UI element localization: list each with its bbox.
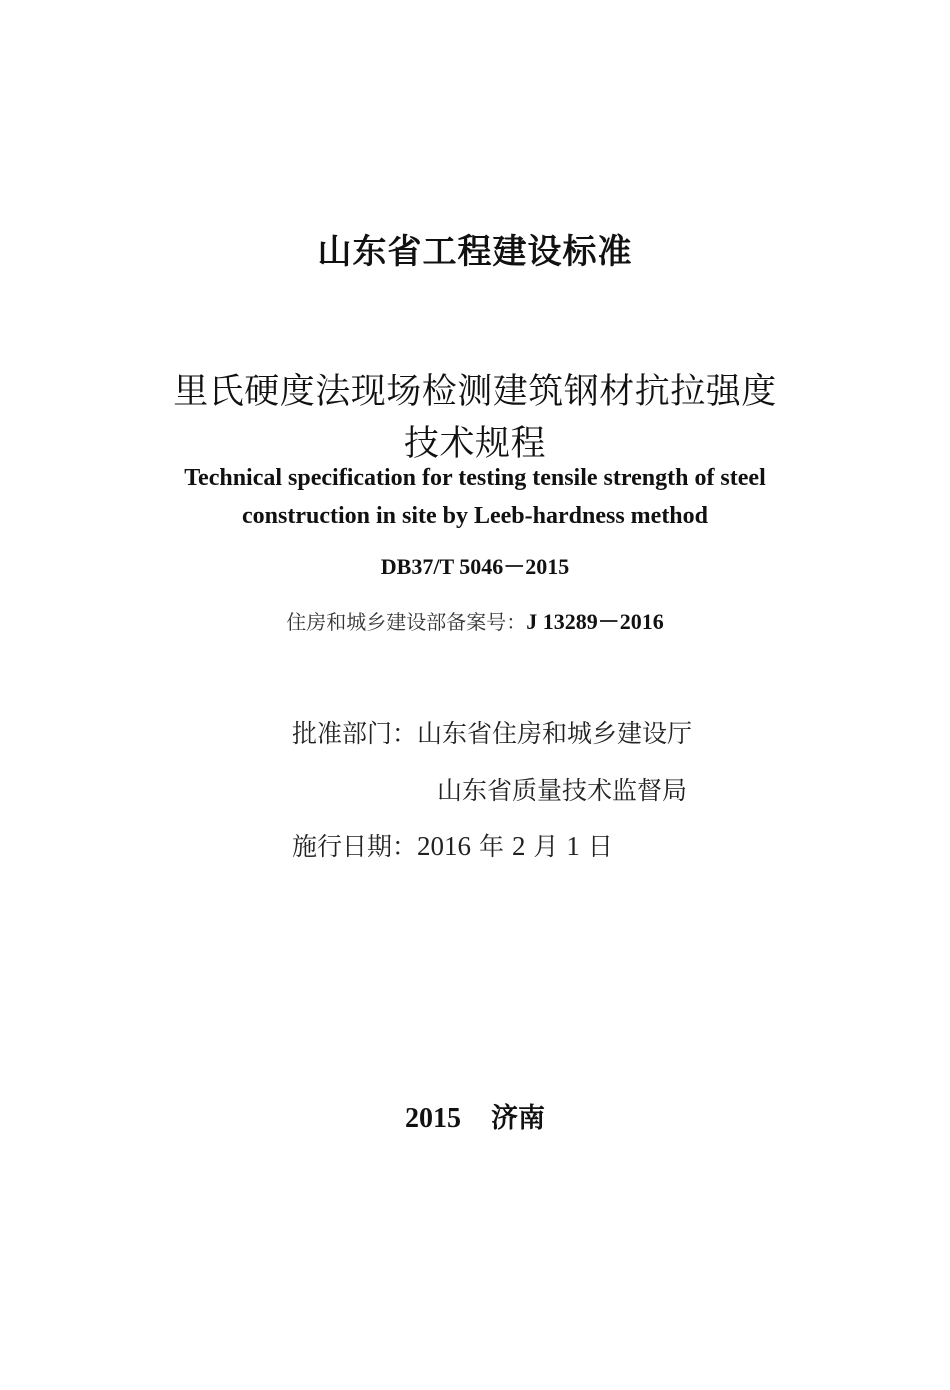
- effective-year-unit: 年: [478, 832, 504, 861]
- publication-footer: [0, 1096, 950, 1135]
- effective-day-unit: 日: [587, 832, 613, 861]
- effective-year: 2016: [417, 831, 472, 861]
- approval-row-2: [437, 771, 687, 807]
- effective-month-unit: 月: [533, 832, 559, 861]
- approval-dept-1: 山东省住房和城乡建设厅: [417, 719, 693, 748]
- publication-city: 济南: [491, 1103, 545, 1134]
- series-title: 山东省工程建设标准: [317, 232, 633, 272]
- filing-label: 住房和城乡建设部备案号：: [286, 610, 527, 634]
- english-title-line-1: Technical specification for testing tensile strength of steel: [184, 465, 766, 491]
- english-title-line-2: construction in site by Leeb-hardness method: [241, 503, 709, 529]
- approval-row: [292, 714, 692, 750]
- effective-date-row: [292, 827, 613, 863]
- effective-day: 1: [566, 831, 580, 861]
- effective-month: 2: [511, 831, 526, 861]
- approval-dept-2: 山东省质量技术监督局: [437, 776, 688, 805]
- approval-label: 批准部门：: [292, 719, 418, 748]
- effective-label: 施行日期：: [292, 832, 418, 861]
- filing-record: [0, 605, 950, 636]
- publication-year: 2015: [405, 1103, 461, 1134]
- filing-number: J 13289－2016: [526, 609, 664, 634]
- chinese-title-line-1: 里氏硬度法现场检测建筑钢材抗拉强度: [173, 372, 777, 412]
- chinese-title-line-2: 技术规程: [403, 424, 546, 464]
- standard-code: DB37/T 5046－2015: [380, 554, 570, 579]
